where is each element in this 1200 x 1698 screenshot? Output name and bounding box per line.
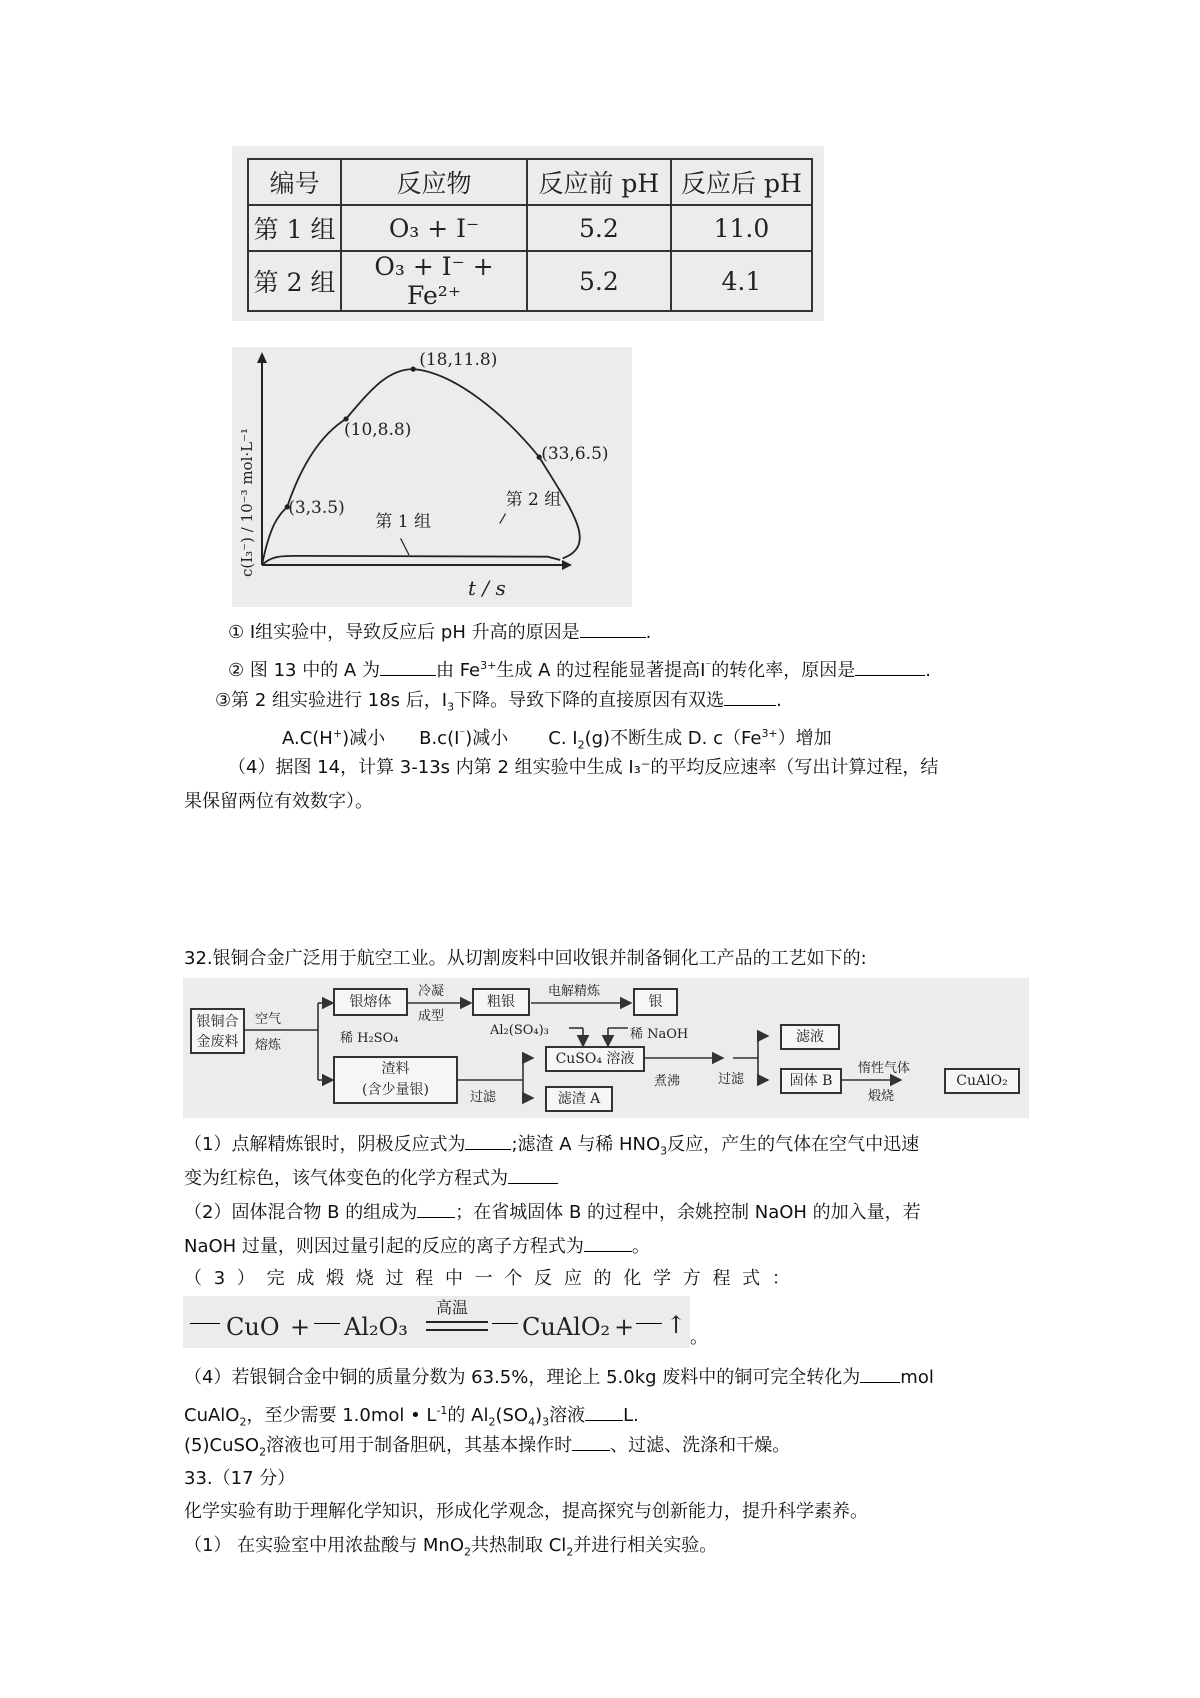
eq-plus-2: + [614, 1313, 635, 1341]
coef-blank-2[interactable] [314, 1321, 340, 1324]
q31-l3-end: . [776, 690, 782, 711]
answer-blank[interactable] [417, 1199, 455, 1218]
data-point [411, 367, 416, 372]
q32-p3-end: 。 [690, 1327, 708, 1348]
filter-label-1: 过滤 [470, 1090, 497, 1105]
q31-l3-mid: 下降。导致下降的直接原因有双选 [454, 690, 725, 711]
x-axis-arrow [562, 560, 572, 570]
cell: 5.2 [527, 251, 671, 311]
dilute-acid-label: 稀 H₂SO₄ [340, 1031, 399, 1046]
q31-l2-sup: 3+ [480, 659, 497, 672]
feed-label-2: 金废料 [196, 1034, 239, 1050]
air-label: 空气 [255, 1012, 282, 1027]
eq-cuo: CuO [226, 1313, 280, 1341]
q32-p1-text2: 变为红棕色，该气体变色的化学方程式为 [184, 1168, 508, 1189]
group-2-curve [262, 369, 580, 565]
q31-line-1 [228, 619, 651, 646]
smelt-label: 熔炼 [255, 1038, 282, 1053]
chart-axes [238, 352, 572, 600]
answer-blank[interactable] [584, 1233, 632, 1252]
cell: O₃ + I⁻ + Fe²⁺ [341, 251, 527, 311]
header-ph-before: 反应前 pH [527, 159, 671, 205]
point-label: (3,3.5) [288, 497, 345, 518]
q31-l2-text: ② 图 13 中的 A 为 [228, 660, 380, 681]
answer-blank[interactable] [860, 1364, 900, 1383]
group-1-curve [262, 556, 560, 565]
header-reactant: 反应物 [341, 159, 527, 205]
q32-p1-mid: ;滤渣 A 与稀 HNO [511, 1134, 661, 1155]
residue-box [545, 1086, 613, 1112]
q31-l3-sub: 3 [447, 700, 455, 714]
x-axis-label: t / s [468, 576, 506, 600]
q31-l2-reason: 的转化率，原因是 [711, 660, 856, 681]
q31-line-5: （4）据图 14，计算 3-13s 内第 2 组实验中生成 I₃⁻的平均反应速率（写出计算过程，结 [228, 757, 939, 778]
silver-box [633, 988, 678, 1016]
q32-p1-line1 [184, 1131, 919, 1165]
series-label-group-1: 第 1 组 [375, 511, 432, 532]
q33-intro: 化学实验有助于理解化学知识，形成化学观念，提高探究与创新能力，提升科学素养。 [184, 1501, 868, 1522]
q31-l2-fe: 由 Fe [435, 660, 481, 681]
eq-condition: 高温 [436, 1298, 469, 1317]
q32-p2-line1 [184, 1199, 921, 1226]
feed-label-1: 银铜合 [196, 1014, 239, 1030]
answer-blank[interactable] [572, 1432, 610, 1451]
coef-blank-1[interactable] [190, 1321, 220, 1324]
reaction-table [247, 158, 813, 312]
answer-blank[interactable] [465, 1131, 511, 1150]
q31-l1-end: . [645, 622, 652, 643]
q32-p5-line: (5)CuSO$_2$溶液也可用于制备胆矾，其基本操作时 、过滤、洗涤和干燥。 [184, 1432, 790, 1466]
q32-title: 32.银铜合金广泛用于航空工业。从切割废料中回收银并制备铜化工产品的工艺如下的: [184, 948, 867, 969]
cuso4-box [545, 1046, 645, 1072]
residue-label: 滤渣 A [557, 1091, 601, 1107]
cell: 4.1 [671, 251, 812, 311]
answer-blank[interactable] [508, 1165, 558, 1184]
gas-arrow-icon: ↑ [666, 1311, 687, 1339]
q32-p1-end: 反应，产生的气体在空气中迅速 [667, 1134, 920, 1155]
eq-al2o3: Al₂O₃ [344, 1313, 408, 1341]
answer-blank[interactable] [724, 687, 776, 706]
cuso4-label: CuSO₄ 溶液 [555, 1051, 635, 1067]
calcine-label: 煅烧 [868, 1089, 895, 1104]
cell: 第 2 组 [248, 251, 341, 311]
q31-options [282, 721, 832, 759]
silver-label: 银 [648, 994, 663, 1010]
table-row [248, 251, 812, 311]
q32-p4-unit: mol [900, 1367, 934, 1388]
option-c-d: C. $Ⅰ_2(g)$不断生成 D. $c(Fe^{3+})$增加 [548, 727, 832, 752]
boil-label: 煮沸 [654, 1074, 681, 1089]
q32-p4-line1 [184, 1364, 934, 1391]
header-id: 编号 [248, 159, 341, 205]
header-ph-after: 反应后 pH [671, 159, 812, 205]
product-box [944, 1068, 1020, 1094]
point-label: (33,6.5) [541, 444, 609, 465]
filtrate-box [780, 1024, 840, 1050]
naoh-label: 稀 NaOH [630, 1027, 689, 1042]
q31-l3-text: ③第 2 组实验进行 18s 后，Ⅰ [215, 690, 448, 711]
series-label-group-2: 第 2 组 [505, 490, 562, 511]
q32-p1-text: （1）点解精炼银时，阴极反应式为 [184, 1134, 466, 1155]
cell: O₃ + I⁻ [341, 205, 527, 251]
concentration-chart [232, 347, 632, 607]
table-header-row [248, 159, 812, 205]
filter-label-2: 过滤 [718, 1072, 745, 1087]
eq-sign [426, 1321, 488, 1331]
filtrate-label: 滤液 [796, 1029, 824, 1045]
q33-title: 33.（17 分） [184, 1468, 296, 1489]
series-label-leader [401, 538, 409, 555]
q31-line-3 [215, 687, 782, 721]
q32-p2-end: 。 [631, 1236, 650, 1257]
q32-p1-line2 [184, 1165, 558, 1192]
y-axis-arrow [257, 352, 267, 363]
answer-blank[interactable] [580, 619, 646, 638]
al-sulfate-label: Al₂(SO₄)₃ [490, 1023, 549, 1038]
eq-plus-1: + [290, 1313, 311, 1341]
table-row [248, 205, 812, 251]
silver-melt-box [333, 988, 408, 1016]
equation [190, 1298, 690, 1345]
slag-label: 渣料 [381, 1061, 410, 1077]
solid-b-label: 固体 B [789, 1073, 833, 1089]
q31-l2-sup2: ⁻ [705, 659, 712, 672]
q32-p2-mid: ；在省城固体 B 的过程中，余姚控制 NaOH 的加入量，若 [455, 1202, 921, 1223]
answer-blank[interactable] [380, 657, 436, 676]
q31-l1-text: ① Ⅰ组实验中，导致反应后 pH 升高的原因是 [228, 622, 580, 643]
electro-label: 电解精炼 [548, 984, 601, 999]
q32-p4-line2: CuAlO$_2$，至少需要 1.0mol • $L^{-1}$的 $Al_2(SO_4)_3$溶液 L. [184, 1404, 639, 1429]
answer-blank[interactable] [585, 1402, 623, 1421]
q31-line-2 [228, 653, 931, 684]
cell: 5.2 [527, 205, 671, 251]
q32-p4-text: （4）若银铜合金中铜的质量分数为 63.5%，理论上 5.0kg 废料中的铜可完全转化为 [184, 1367, 861, 1388]
slag-box [333, 1056, 458, 1104]
q33-p1: （1） 在实验室中用浓盐酸与 MnO$_2$共热制取 $Cl_2$并进行相关实验。 [184, 1535, 718, 1559]
q32-p4-cualo: CuAlO [184, 1405, 240, 1426]
q31-l2-end: . [925, 660, 931, 681]
point-label: (18,11.8) [419, 350, 498, 371]
cell: 11.0 [671, 205, 812, 251]
crude-silver-box [472, 988, 530, 1016]
q31-line-6: 果保留两位有效数字）。 [184, 791, 373, 812]
q31-l2-mid: 生成 A 的过程能显著提高Ⅰ [496, 660, 706, 681]
answer-blank[interactable] [855, 657, 925, 676]
q32-p1-sub: 3 [660, 1144, 668, 1158]
solid-b-box [780, 1068, 842, 1094]
inert-gas-label: 惰性气体 [858, 1061, 911, 1076]
slag-note: (含少量银) [362, 1082, 429, 1098]
coef-blank-3[interactable] [492, 1321, 518, 1324]
feed-box [190, 1008, 245, 1054]
q32-p2-text2: NaOH 过量，则因过量引起的反应的离子方程式为 [184, 1236, 584, 1257]
y-axis-label: c(I₃⁻) / 10⁻³ mol·L⁻¹ [238, 427, 256, 577]
eq-product: CuAlO₂ [522, 1313, 611, 1341]
q32-p2-line2 [184, 1233, 650, 1260]
crude-silver-label: 粗银 [487, 994, 515, 1010]
cell: 第 1 组 [248, 205, 341, 251]
option-b: B.c(Ⅰ⁻)减小 [419, 727, 509, 749]
q32-p3-line: （ 3 ） 完 成 煅 烧 过 程 中 一 个 反 应 的 化 学 方 程 式 ： [184, 1268, 790, 1289]
chart-labels [288, 350, 608, 555]
chart-curves [262, 369, 580, 565]
option-a: A.C(H+)减小 [282, 727, 386, 749]
silver-melt-label: 银熔体 [349, 994, 392, 1010]
series-label-leader [500, 514, 506, 524]
cool-label: 冷凝 [418, 984, 445, 999]
point-label: (10,8.8) [344, 419, 412, 440]
product-label: CuAlO₂ [956, 1073, 1008, 1089]
q32-p2-text: （2）固体混合物 B 的组成为 [184, 1202, 418, 1223]
coef-blank-4[interactable] [636, 1321, 662, 1324]
shape-label: 成型 [418, 1009, 445, 1024]
